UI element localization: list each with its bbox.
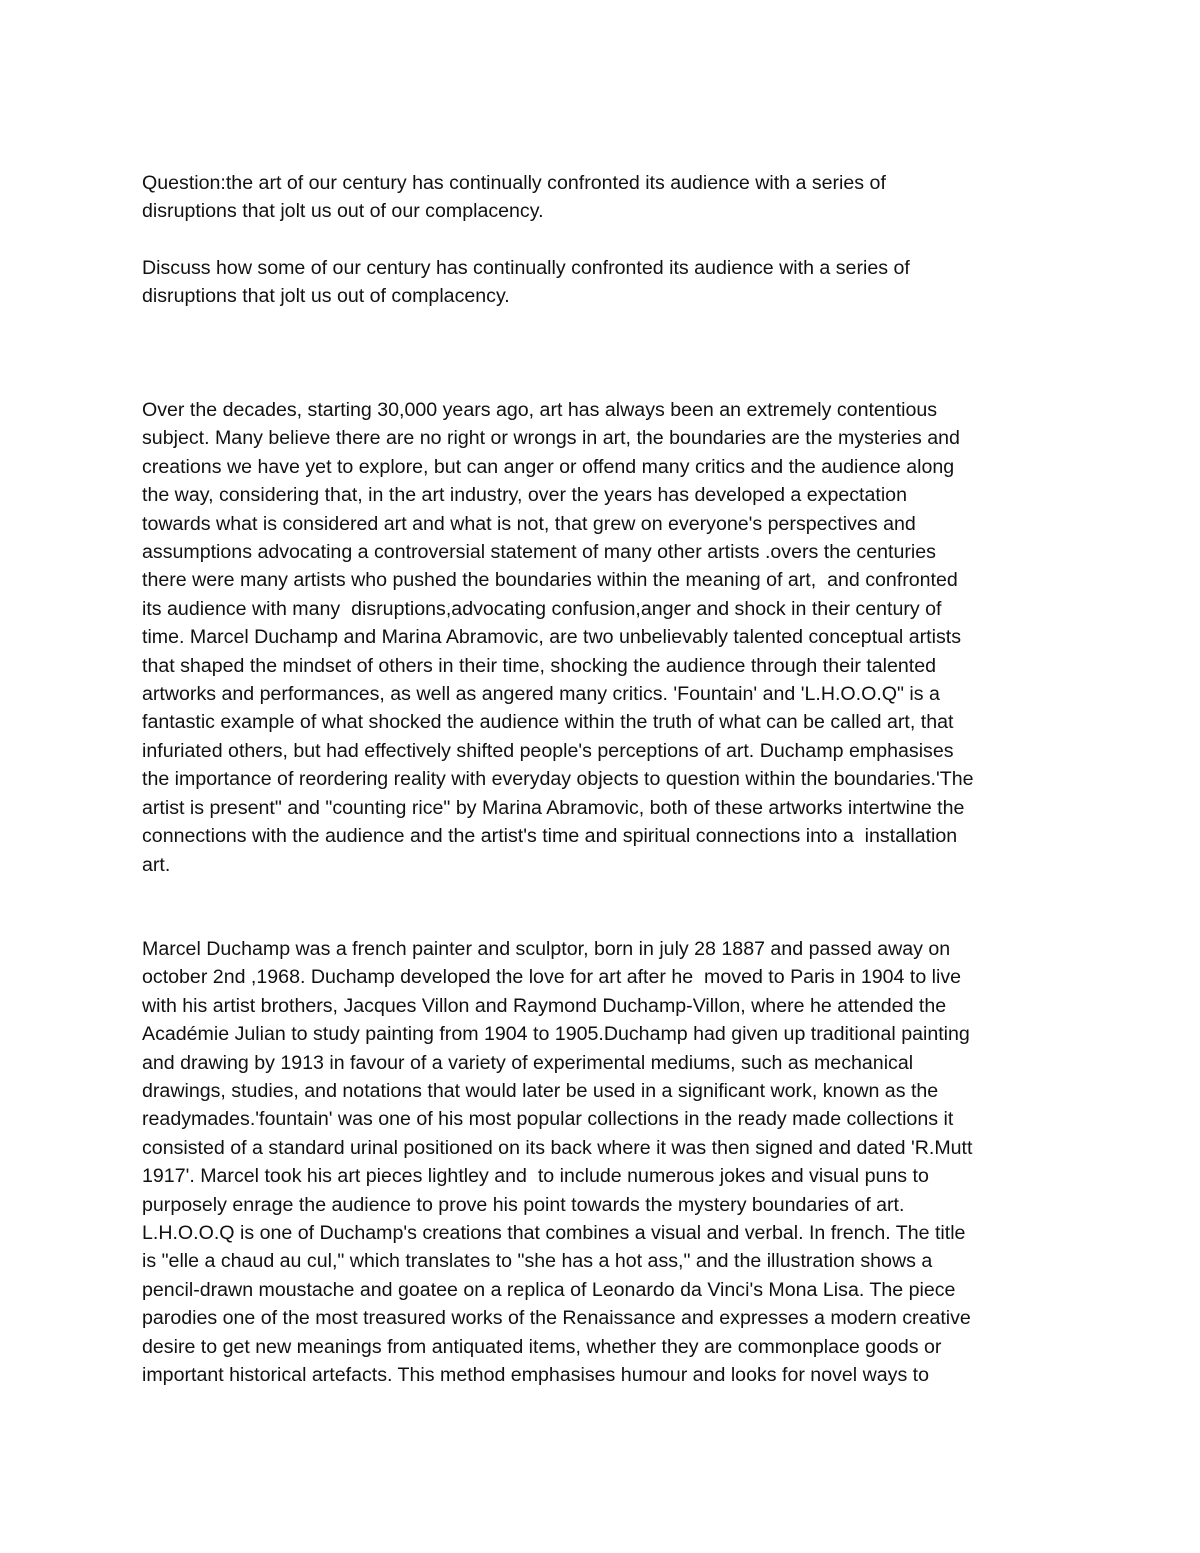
paragraph-line: artworks and performances, as well as angered many critics. 'Fountain' and 'L.H.O.O.Q" is a bbox=[142, 683, 940, 706]
paragraph-line: the way, considering that, in the art industry, over the years has developed a expectation bbox=[142, 484, 907, 507]
question-paragraph bbox=[142, 169, 1072, 226]
paragraph-line: the importance of reordering reality with everyday objects to question within the boundaries.'The bbox=[142, 768, 974, 791]
paragraph-line: pencil-drawn moustache and goatee on a replica of Leonardo da Vinci's Mona Lisa. The piece bbox=[142, 1278, 956, 1301]
paragraph-line: assumptions advocating a controversial statement of many other artists .overs the centuries bbox=[142, 541, 936, 564]
paragraph-line: important historical artefacts. This method emphasises humour and looks for novel ways to bbox=[142, 1364, 930, 1387]
paragraph-line: drawings, studies, and notations that would later be used in a significant work, known as the bbox=[142, 1080, 939, 1103]
paragraph-line: connections with the audience and the artist's time and spiritual connections into a installation bbox=[142, 825, 958, 848]
paragraph-line: its audience with many disruptions,advocating confusion,anger and shock in their century of bbox=[142, 597, 942, 620]
paragraph-line: readymades.'fountain' was one of his most popular collections in the ready made collections it bbox=[142, 1108, 954, 1131]
question-line: Question:the art of our century has continually confronted its audience with a series of bbox=[142, 172, 886, 194]
paragraph-line: october 2nd ,1968. Duchamp developed the love for art after he moved to Paris in 1904 to live bbox=[142, 966, 962, 989]
prompt-paragraph bbox=[142, 254, 1072, 311]
paragraph-line: there were many artists who pushed the boundaries within the meaning of art, and confronted bbox=[142, 569, 958, 592]
paragraph-line: time. Marcel Duchamp and Marina Abramovic, are two unbelievably talented conceptual artists bbox=[142, 626, 961, 649]
paragraph-line: and drawing by 1913 in favour of a variety of experimental mediums, such as mechanical bbox=[142, 1051, 914, 1074]
paragraph-line: Over the decades, starting 30,000 years ago, art has always been an extremely contentious bbox=[142, 399, 938, 421]
paragraph-line: with his artist brothers, Jacques Villon and Raymond Duchamp-Villon, where he attended the bbox=[142, 994, 947, 1017]
prompt-line: disruptions that jolt us out of complacency. bbox=[142, 285, 510, 308]
paragraph-line: infuriated others, but had effectively shifted people's perceptions of art. Duchamp emphasises bbox=[142, 739, 954, 762]
question-line: disruptions that jolt us out of our complacency. bbox=[142, 200, 544, 223]
paragraph-line: fantastic example of what shocked the audience within the truth of what can be called art, that bbox=[142, 711, 954, 734]
paragraph-line: parodies one of the most treasured works of the Renaissance and expresses a modern creative bbox=[142, 1307, 971, 1330]
paragraph-line: that shaped the mindset of others in their time, shocking the audience through their talented bbox=[142, 654, 937, 677]
paragraph-line: subject. Many believe there are no right or wrongs in art, the boundaries are the mysteries and bbox=[142, 427, 960, 450]
paragraph-line: creations we have yet to explore, but can anger or offend many critics and the audience along bbox=[142, 455, 955, 478]
prompt-line: Discuss how some of our century has continually confronted its audience with a series of bbox=[142, 257, 910, 279]
paragraph-line: is "elle a chaud au cul," which translates to "she has a hot ass," and the illustration shows a bbox=[142, 1250, 933, 1273]
body-paragraph-2 bbox=[142, 935, 1072, 1390]
body-paragraph-1 bbox=[142, 396, 1072, 879]
paragraph-line: towards what is considered art and what is not, that grew on everyone's perspectives and bbox=[142, 512, 916, 535]
paragraph-line: consisted of a standard urinal positioned on its back where it was then signed and dated 'R.Mutt bbox=[142, 1136, 973, 1159]
paragraph-line: purposely enrage the audience to prove his point towards the mystery boundaries of art. bbox=[142, 1193, 905, 1216]
paragraph-line: desire to get new meanings from antiquated items, whether they are commonplace goods or bbox=[142, 1335, 942, 1358]
paragraph-line: L.H.O.O.Q is one of Duchamp's creations that combines a visual and verbal. In french. The title bbox=[142, 1222, 966, 1245]
paragraph-line: Marcel Duchamp was a french painter and sculptor, born in july 28 1887 and passed away on bbox=[142, 938, 951, 960]
paragraph-line: art. bbox=[142, 853, 171, 876]
paragraph-line: 1917'. Marcel took his art pieces lightley and to include numerous jokes and visual puns to bbox=[142, 1165, 929, 1188]
paragraph-line: Académie Julian to study painting from 1904 to 1905.Duchamp had given up traditional painting bbox=[142, 1023, 970, 1046]
paragraph-line: artist is present" and "counting rice" by Marina Abramovic, both of these artworks intertwine the bbox=[142, 796, 965, 819]
